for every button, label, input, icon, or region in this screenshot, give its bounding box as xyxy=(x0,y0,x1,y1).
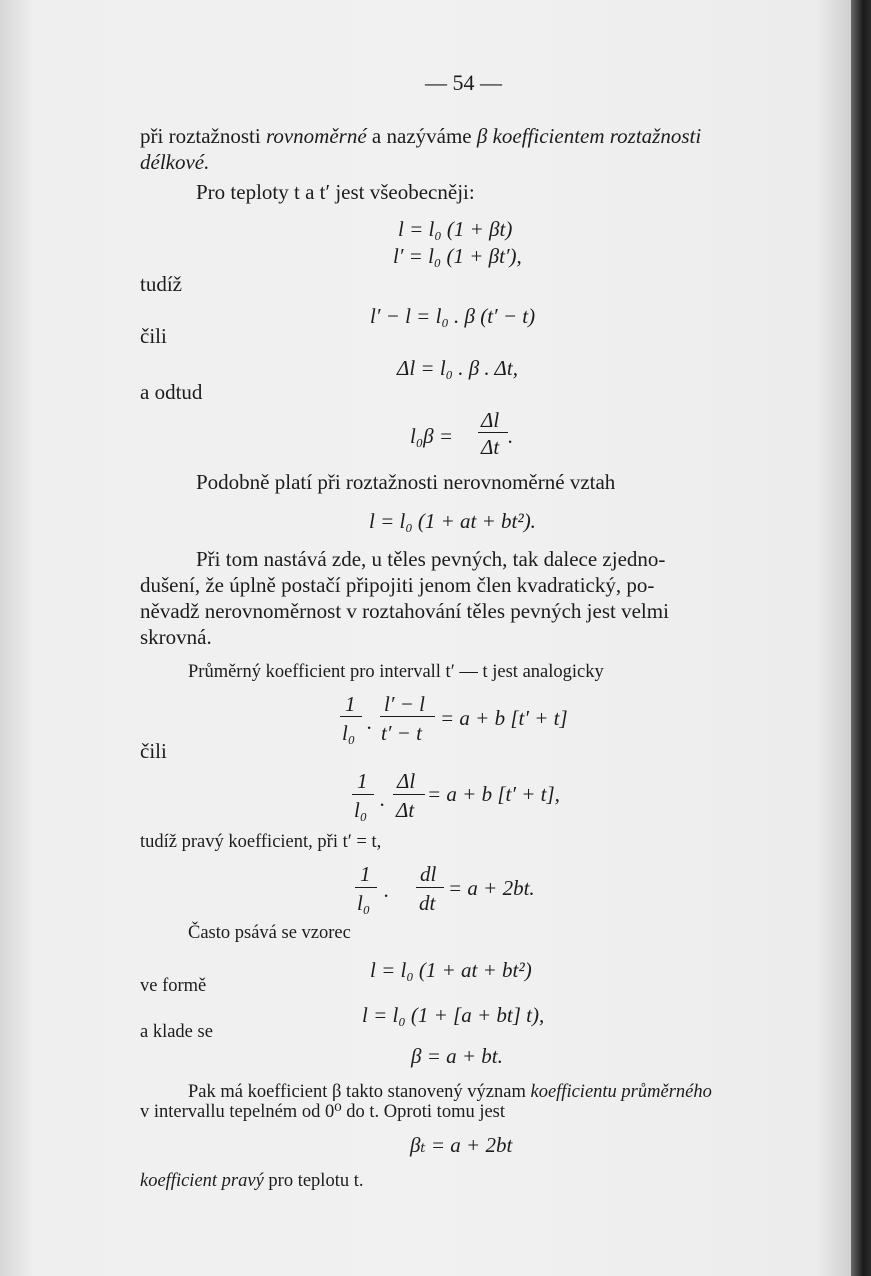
text-line: něvadž nerovnoměrnost v roztahování těles pevných jest velmi xyxy=(140,599,669,623)
equation: l = l₀ (1 + at + bt²) xyxy=(370,958,532,982)
equation: = a + b [t′ + t] xyxy=(440,706,568,730)
fraction-denominator: l₀ xyxy=(354,798,368,822)
fraction-numerator: dl xyxy=(420,862,437,886)
text-line: dušení, že úplně postačí připojiti jenom člen kvadratický, po- xyxy=(140,573,655,597)
fraction-bar xyxy=(416,887,444,888)
fraction-bar xyxy=(393,794,425,795)
text-line: tudíž pravý koefficient, při t′ = t, xyxy=(140,832,382,852)
side-label: tudíž xyxy=(140,272,182,296)
page-number: — 54 — xyxy=(425,70,502,95)
fraction-numerator: l′ − l xyxy=(384,692,425,716)
text-line: Průměrný koefficient pro intervall t′ — t jest analogicky xyxy=(188,662,604,682)
equation: l = l₀ (1 + [a + bt] t), xyxy=(362,1003,545,1027)
operator: . xyxy=(367,710,373,734)
fraction-bar xyxy=(355,887,377,888)
side-label: a klade se xyxy=(140,1022,213,1042)
equation: β = a + bt. xyxy=(411,1044,503,1068)
equation: l₀β = xyxy=(410,424,454,448)
fraction-numerator: 1 xyxy=(345,692,356,716)
text-line: délkové. xyxy=(140,150,210,174)
equation: l′ = l₀ (1 + βt′), xyxy=(393,244,522,268)
text-line: Často psává se vzorec xyxy=(188,923,351,943)
fraction-bar xyxy=(340,716,362,717)
fraction-denominator: Δt xyxy=(396,798,415,822)
fraction-bar xyxy=(352,794,374,795)
equation: βₜ = a + 2bt xyxy=(410,1133,513,1157)
fraction-denominator: Δt xyxy=(481,435,500,459)
text-line: Při tom nastává zde, u těles pevných, tak dalece zjedno- xyxy=(196,547,666,571)
equation: Δl = l₀ . β . Δt, xyxy=(397,356,518,380)
fraction-denominator: l₀ xyxy=(342,721,356,745)
text-line: koefficient pravý pro teplotu t. xyxy=(140,1171,364,1191)
side-label: a odtud xyxy=(140,380,203,404)
side-label: čili xyxy=(140,739,167,763)
fraction-numerator: 1 xyxy=(360,862,371,886)
fraction-numerator: 1 xyxy=(357,769,368,793)
equation: l = l₀ (1 + βt) xyxy=(398,217,513,241)
text-line: skrovná. xyxy=(140,625,212,649)
text-line: Podobně platí při roztažnosti nerovnoměrné vztah xyxy=(196,470,616,494)
equation: l′ − l = l₀ . β (t′ − t) xyxy=(370,304,536,328)
fraction-numerator: Δl xyxy=(397,769,416,793)
text-line: v intervallu tepelném od 0⁰ do t. Oproti tomu jest xyxy=(140,1102,506,1122)
equation: = a + b [t′ + t], xyxy=(427,782,560,806)
equation: l = l₀ (1 + at + bt²). xyxy=(369,509,536,533)
equation-punctuation: . xyxy=(508,424,514,448)
fraction-bar xyxy=(380,716,435,717)
page-edge xyxy=(851,0,871,1276)
text-line: Pro teploty t a t′ jest všeobecněji: xyxy=(196,180,475,204)
fraction-numerator: Δl xyxy=(481,408,500,432)
fraction-denominator: t′ − t xyxy=(381,721,422,745)
side-label: ve formě xyxy=(140,976,207,996)
equation: = a + 2bt. xyxy=(448,876,535,900)
text-line: Pak má koefficient β takto stanovený význam koefficientu průměrného xyxy=(188,1082,712,1102)
operator: . xyxy=(384,878,390,902)
operator: . xyxy=(380,787,386,811)
fraction-bar xyxy=(478,432,508,433)
fraction-denominator: l₀ xyxy=(357,891,371,915)
fraction-denominator: dt xyxy=(419,891,436,915)
side-label: čili xyxy=(140,324,167,348)
text-line: při roztažnosti rovnoměrné a nazýváme β koefficientem roztažnosti xyxy=(140,124,702,148)
